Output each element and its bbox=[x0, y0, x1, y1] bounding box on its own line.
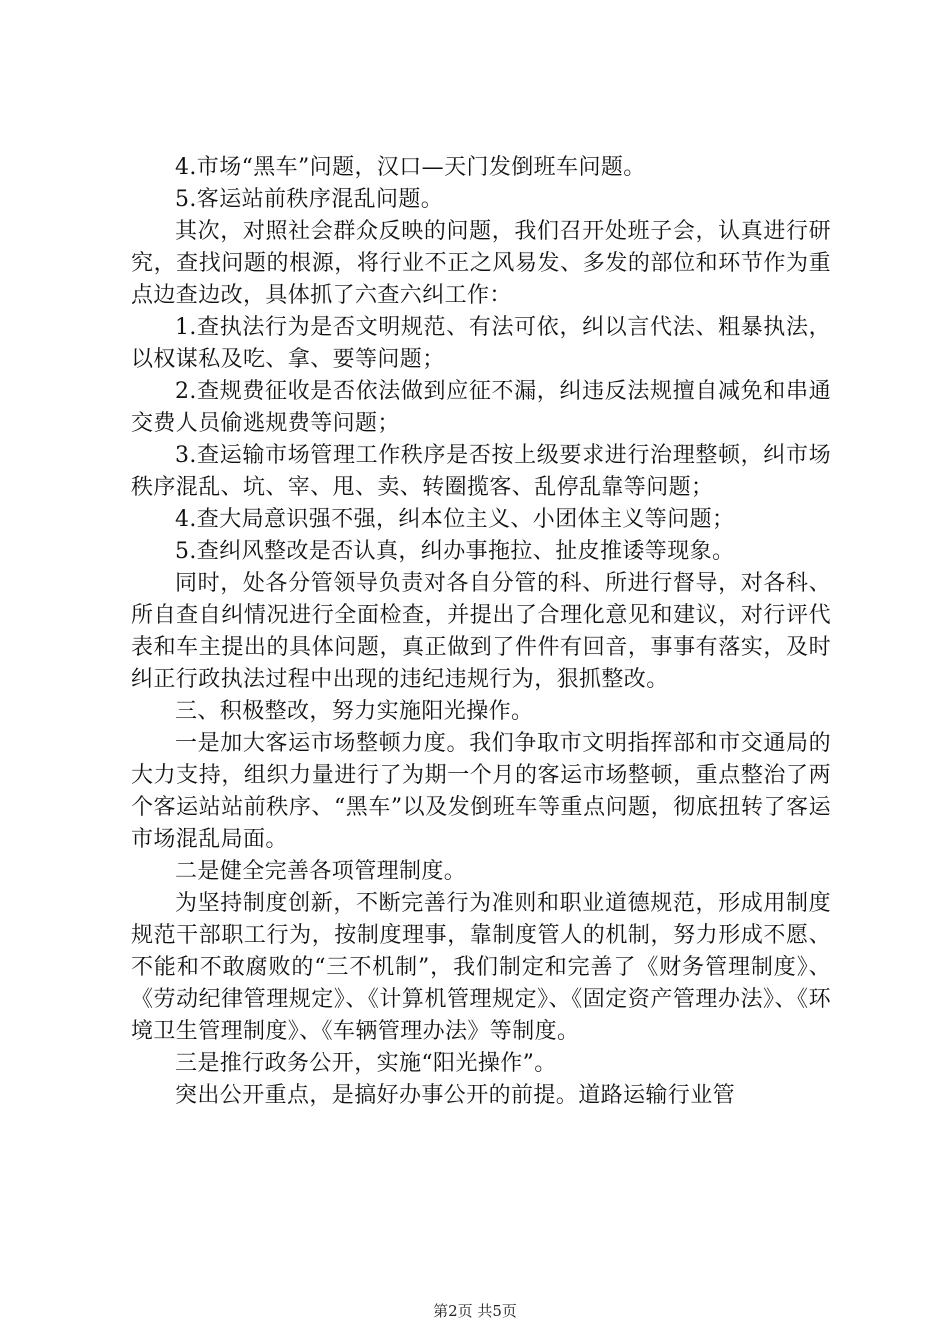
document-body bbox=[131, 152, 831, 1112]
paragraph-15: 突出公开重点，是搞好办事公开的前提。道路运输行业管 bbox=[175, 1083, 736, 1108]
section-heading: 三、积极整改，努力实施阳光操作。 bbox=[175, 699, 534, 724]
paragraph-5: 2.查规费征收是否依法做到应征不漏，纠违反法规擅自减免和串通交费人员偷逃规费等问题； bbox=[131, 379, 831, 436]
paragraph-14: 三是推行政务公开，实施“阳光操作”。 bbox=[175, 1051, 557, 1076]
paragraph-13: 为坚持制度创新，不断完善行为准则和职业道德规范，形成用制度规范干部职工行为，按制度理事，靠制度管人的机制，努力形成不愿、不能和不敢腐败的“三不机制”，我们制定和完善了《财务管理制度》、《劳动纪律管理规定》、《计算机管理规定》、《固定资产管理办法》、《环境卫生管理制度》、《车辆管理办法》等制度。 bbox=[131, 891, 831, 1044]
page-number-label: 第2页 共5页 bbox=[433, 1302, 517, 1320]
paragraph-9: 同时，处各分管领导负责对各自分管的科、所进行督导，对各科、所自查自纠情况进行全面检查，并提出了合理化意见和建议，对行评代表和车主提出的具体问题，真正做到了件件有回音，事事有落实，及时纠正行政执法过程中出现的违纪违规行为，狠抓整改。 bbox=[131, 571, 831, 692]
paragraph-8: 5.查纠风整改是否认真，纠办事拖拉、扯皮推诿等现象。 bbox=[175, 539, 735, 564]
paragraph-7: 4.查大局意识强不强，纠本位主义、小团体主义等问题； bbox=[175, 507, 735, 532]
paragraph-12: 二是健全完善各项管理制度。 bbox=[175, 859, 467, 884]
paragraph-11: 一是加大客运市场整顿力度。我们争取市文明指挥部和市交通局的大力支持，组织力量进行了为期一个月的客运市场整顿，重点整治了两个客运站站前秩序、“黑车”以及发倒班车等重点问题，彻底扭转了客运市场混乱局面。 bbox=[131, 731, 831, 852]
paragraph-1: 4.市场“黑车”问题，汉口—天门发倒班车问题。 bbox=[175, 155, 646, 180]
page-footer bbox=[0, 1300, 950, 1321]
paragraph-2: 5.客运站前秩序混乱问题。 bbox=[175, 187, 444, 212]
paragraph-3: 其次，对照社会群众反映的问题，我们召开处班子会，认真进行研究，查找问题的根源，将行业不正之风易发、多发的部位和环节作为重点边查边改，具体抓了六查六纠工作： bbox=[131, 219, 831, 308]
paragraph-4: 1.查执法行为是否文明规范、有法可依，纠以言代法、粗暴执法，以权谋私及吃、拿、要等问题； bbox=[131, 315, 831, 372]
paragraph-6: 3.查运输市场管理工作秩序是否按上级要求进行治理整顿，纠市场秩序混乱、坑、宰、甩、卖、转圈揽客、乱停乱靠等问题； bbox=[131, 443, 831, 500]
